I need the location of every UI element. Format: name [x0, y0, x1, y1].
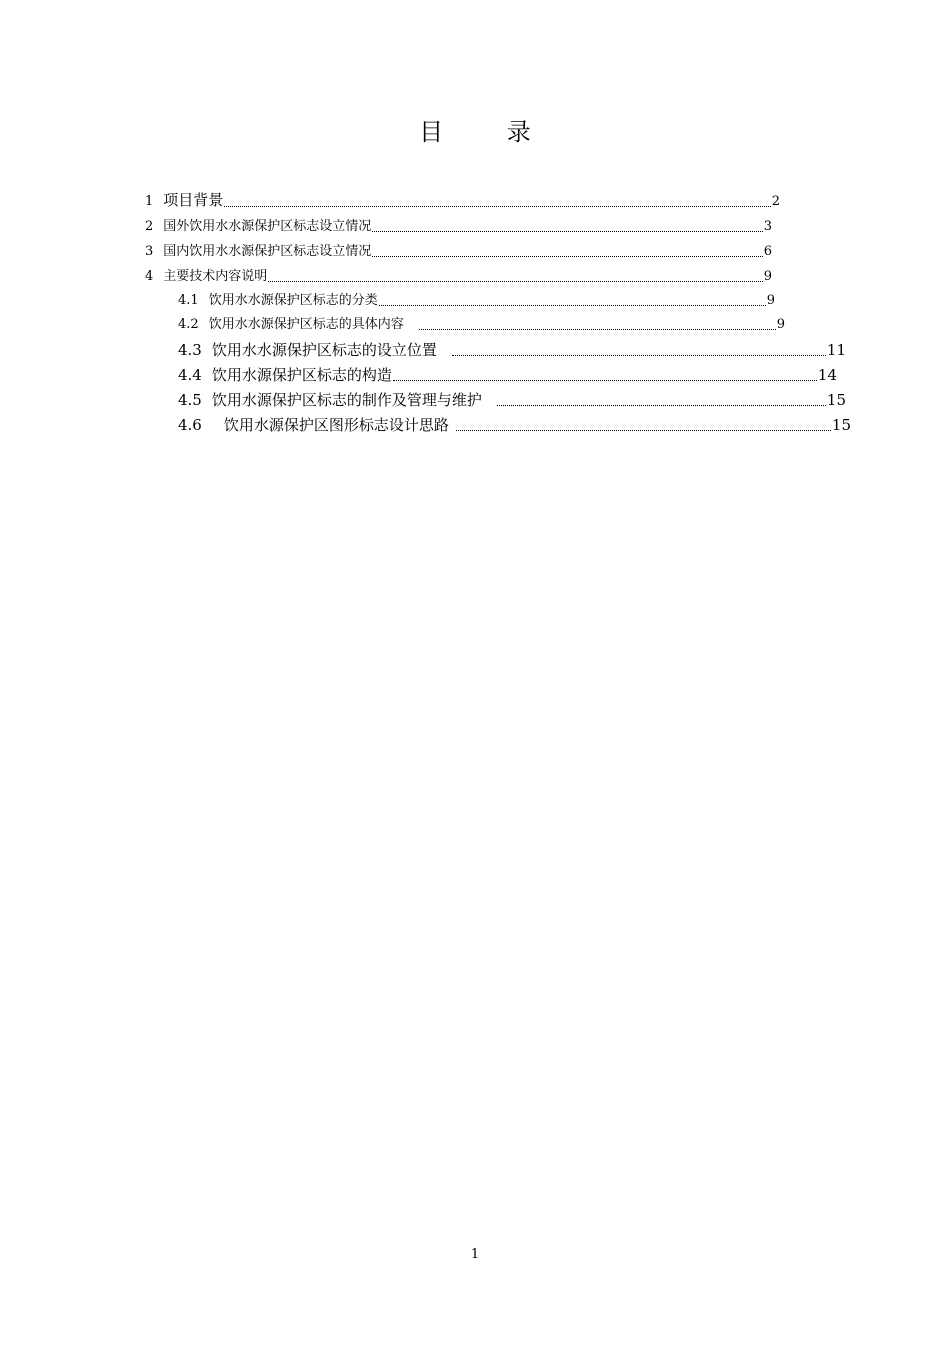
toc-entry-label: 国内饮用水水源保护区标志设立情况 [163, 244, 372, 259]
toc-entry[interactable] [178, 340, 846, 360]
toc-leader-dots [224, 206, 770, 207]
toc-leader-dots [419, 329, 776, 330]
toc-leader-dots [372, 256, 762, 257]
toc-entry-label: 饮用水水源保护区标志的分类 [208, 293, 378, 308]
toc-entry[interactable] [145, 218, 772, 236]
toc-entry-page: 15 [831, 416, 851, 434]
toc-entry[interactable] [145, 243, 772, 261]
toc-entry[interactable] [178, 365, 837, 385]
toc-entry-label: 饮用水水源保护区标志的具体内容 [208, 317, 404, 332]
toc-entry[interactable] [145, 191, 780, 211]
toc-entry-number: 4.2 [178, 317, 199, 332]
toc-leader-dots [452, 355, 826, 356]
toc-entry-number: 4.4 [178, 366, 202, 384]
toc-entry-number: 1 [145, 194, 154, 209]
toc-leader-dots [372, 231, 762, 232]
toc-entry[interactable] [178, 316, 785, 334]
toc-entry-number: 4 [145, 269, 154, 284]
toc-entry-number: 3 [145, 244, 154, 259]
toc-leader-dots [393, 380, 817, 381]
toc-entry-page: 9 [763, 269, 772, 284]
toc-entry-page: 3 [763, 219, 772, 234]
toc-entry-number: 4.1 [178, 293, 199, 308]
toc-leader-dots [497, 405, 826, 406]
toc-entry-label: 国外饮用水水源保护区标志设立情况 [163, 219, 372, 234]
toc-entry-number: 4.6 [178, 416, 202, 434]
toc-entry-label: 主要技术内容说明 [163, 269, 268, 284]
toc-entry-label: 饮用水源保护区标志的制作及管理与维护 [211, 391, 482, 409]
toc-entry-label: 项目背景 [163, 191, 224, 209]
toc-entry[interactable] [178, 292, 775, 310]
toc-entry-page: 14 [817, 366, 837, 384]
toc-entry-label: 饮用水水源保护区标志的设立位置 [211, 341, 437, 359]
page-title: 目 录 [419, 118, 559, 146]
toc-entry-label: 饮用水源保护区图形标志设计思路 [223, 416, 449, 434]
toc-entry-number: 4.3 [178, 341, 202, 359]
toc-leader-dots [268, 281, 762, 282]
toc-entry-page: 6 [763, 244, 772, 259]
toc-entry[interactable] [178, 415, 851, 435]
toc-entry-page: 15 [826, 391, 846, 409]
toc-entry-label: 饮用水源保护区标志的构造 [211, 366, 392, 384]
toc-entry-page: 9 [776, 317, 785, 332]
toc-leader-dots [379, 305, 766, 306]
page-number: 1 [470, 1247, 480, 1262]
toc-entry-number: 4.5 [178, 391, 202, 409]
toc-entry[interactable] [178, 390, 846, 410]
toc-entry-page: 2 [771, 194, 780, 209]
toc-entry-page: 9 [766, 293, 775, 308]
toc-entry[interactable] [145, 268, 772, 286]
toc-leader-dots [456, 430, 831, 431]
toc-entry-number: 2 [145, 219, 154, 234]
toc-entry-page: 11 [826, 341, 846, 359]
